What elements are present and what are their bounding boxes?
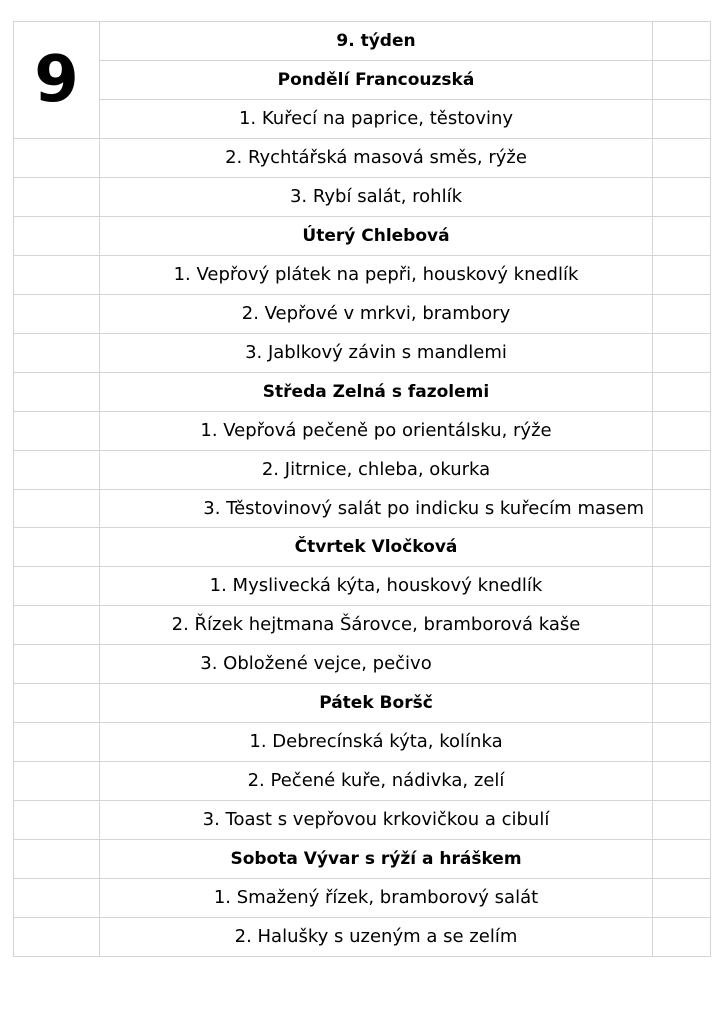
menu-item-cell: [100, 762, 653, 801]
empty-cell: [14, 528, 100, 567]
empty-cell: [14, 918, 100, 957]
menu-item-row: [14, 451, 711, 490]
empty-cell: [653, 723, 711, 762]
menu-item-row: [14, 762, 711, 801]
empty-cell: [653, 762, 711, 801]
empty-cell: [653, 918, 711, 957]
empty-cell: [14, 373, 100, 412]
empty-cell: [14, 801, 100, 840]
day-heading-cell: [100, 528, 653, 567]
menu-item-cell: [100, 645, 653, 684]
menu-item: 1. Smažený řízek, bramborový salát: [213, 887, 539, 908]
day-heading-cell: [100, 373, 653, 412]
menu-item-row: [14, 918, 711, 957]
menu-item: 1. Vepřový plátek na pepři, houskový knedlík: [173, 264, 579, 285]
menu-item-cell: [100, 451, 653, 490]
empty-cell: [14, 840, 100, 879]
empty-cell: [653, 217, 711, 256]
menu-item: 1. Vepřová pečeně po orientálsku, rýže: [200, 420, 552, 441]
menu-item: 2. Halušky s uzeným a se zelím: [234, 926, 518, 947]
empty-cell: [653, 490, 711, 528]
day-heading-row: [14, 373, 711, 412]
empty-cell: [14, 723, 100, 762]
menu-item-row: [14, 100, 711, 139]
day-heading-cell: [100, 217, 653, 256]
menu-item-row: [14, 178, 711, 217]
menu-item-cell: [100, 412, 653, 451]
empty-cell: [653, 22, 711, 61]
menu-item-row: [14, 490, 711, 528]
empty-cell: [14, 178, 100, 217]
menu-item-row: [14, 295, 711, 334]
menu-item-row: [14, 139, 711, 178]
day-heading-row: [14, 61, 711, 100]
week-title-row: [14, 22, 711, 61]
menu-item-row: [14, 879, 711, 918]
empty-cell: [653, 61, 711, 100]
menu-item-cell: [100, 567, 653, 606]
menu-item: 3. Obložené vejce, pečivo: [200, 653, 432, 674]
empty-cell: [14, 451, 100, 490]
day-heading: Pondělí Francouzská: [277, 70, 475, 90]
menu-item-row: [14, 723, 711, 762]
empty-cell: [14, 879, 100, 918]
empty-cell: [14, 645, 100, 684]
empty-cell: [653, 606, 711, 645]
empty-cell: [14, 295, 100, 334]
empty-cell: [14, 412, 100, 451]
day-heading-cell: [100, 840, 653, 879]
menu-item: 2. Jitrnice, chleba, okurka: [261, 459, 491, 480]
empty-cell: [653, 178, 711, 217]
menu-item-cell: [100, 100, 653, 139]
menu-item-cell: [100, 334, 653, 373]
empty-cell: [14, 334, 100, 373]
empty-cell: [653, 528, 711, 567]
week-number: 9: [14, 22, 100, 139]
empty-cell: [653, 567, 711, 606]
menu-item-row: [14, 567, 711, 606]
menu-item-row: [14, 801, 711, 840]
empty-cell: [653, 684, 711, 723]
empty-cell: [653, 295, 711, 334]
empty-cell: [14, 567, 100, 606]
menu-item-row: [14, 645, 711, 684]
empty-cell: [14, 256, 100, 295]
menu-item-cell: [100, 723, 653, 762]
menu-item: 1. Debrecínská kýta, kolínka: [249, 731, 503, 752]
menu-item-cell: [100, 879, 653, 918]
day-heading-row: [14, 840, 711, 879]
week-title: 9. týden: [336, 31, 416, 51]
menu-item: 3. Toast s vepřovou krkovičkou a cibulí: [202, 809, 550, 830]
menu-item-row: [14, 606, 711, 645]
menu-item: 2. Pečené kuře, nádivka, zelí: [247, 770, 505, 791]
menu-table-body: [14, 22, 711, 957]
menu-item-cell: [100, 801, 653, 840]
empty-cell: [653, 373, 711, 412]
empty-cell: [14, 490, 100, 528]
day-heading: Čtvrtek Vločková: [294, 537, 458, 557]
menu-item-cell: [100, 178, 653, 217]
menu-item: 3. Rybí salát, rohlík: [289, 186, 462, 207]
empty-cell: [14, 684, 100, 723]
week-title-cell: [100, 22, 653, 61]
empty-cell: [653, 334, 711, 373]
menu-item-cell: [100, 606, 653, 645]
menu-item-cell: [100, 295, 653, 334]
menu-item-row: [14, 256, 711, 295]
menu-item: 1. Kuřecí na paprice, těstoviny: [238, 108, 514, 129]
day-heading: Úterý Chlebová: [302, 226, 450, 246]
menu-item: 2. Rychtářská masová směs, rýže: [225, 147, 527, 168]
menu-item-cell: [100, 918, 653, 957]
day-heading: Pátek Boršč: [319, 693, 433, 713]
empty-cell: [14, 139, 100, 178]
empty-cell: [653, 256, 711, 295]
day-heading-row: [14, 217, 711, 256]
menu-item-row: [14, 334, 711, 373]
menu-item-cell: [100, 256, 653, 295]
day-heading: Sobota Vývar s rýží a hráškem: [230, 849, 522, 869]
empty-cell: [14, 762, 100, 801]
weekly-menu-table: [13, 21, 711, 957]
menu-item: 2. Řízek hejtmana Šárovce, bramborová kaše: [171, 614, 581, 635]
menu-item: 2. Vepřové v mrkvi, brambory: [241, 303, 511, 324]
empty-cell: [653, 645, 711, 684]
day-heading-row: [14, 528, 711, 567]
empty-cell: [653, 451, 711, 490]
empty-cell: [653, 801, 711, 840]
empty-cell: [653, 412, 711, 451]
empty-cell: [14, 217, 100, 256]
empty-cell: [14, 606, 100, 645]
day-heading-cell: [100, 61, 653, 100]
empty-cell: [653, 879, 711, 918]
empty-cell: [653, 100, 711, 139]
menu-item-row: [14, 412, 711, 451]
empty-cell: [653, 840, 711, 879]
menu-item: 3. Jablkový závin s mandlemi: [245, 342, 507, 363]
day-heading: Středa Zelná s fazolemi: [262, 382, 490, 402]
day-heading-row: [14, 684, 711, 723]
menu-item: 1. Myslivecká kýta, houskový knedlík: [209, 575, 543, 596]
day-heading-cell: [100, 684, 653, 723]
menu-item: 3. Těstovinový salát po indicku s kuřecím masem: [203, 498, 644, 519]
empty-cell: [653, 139, 711, 178]
menu-item-cell: [100, 139, 653, 178]
menu-item-cell: [100, 490, 653, 528]
